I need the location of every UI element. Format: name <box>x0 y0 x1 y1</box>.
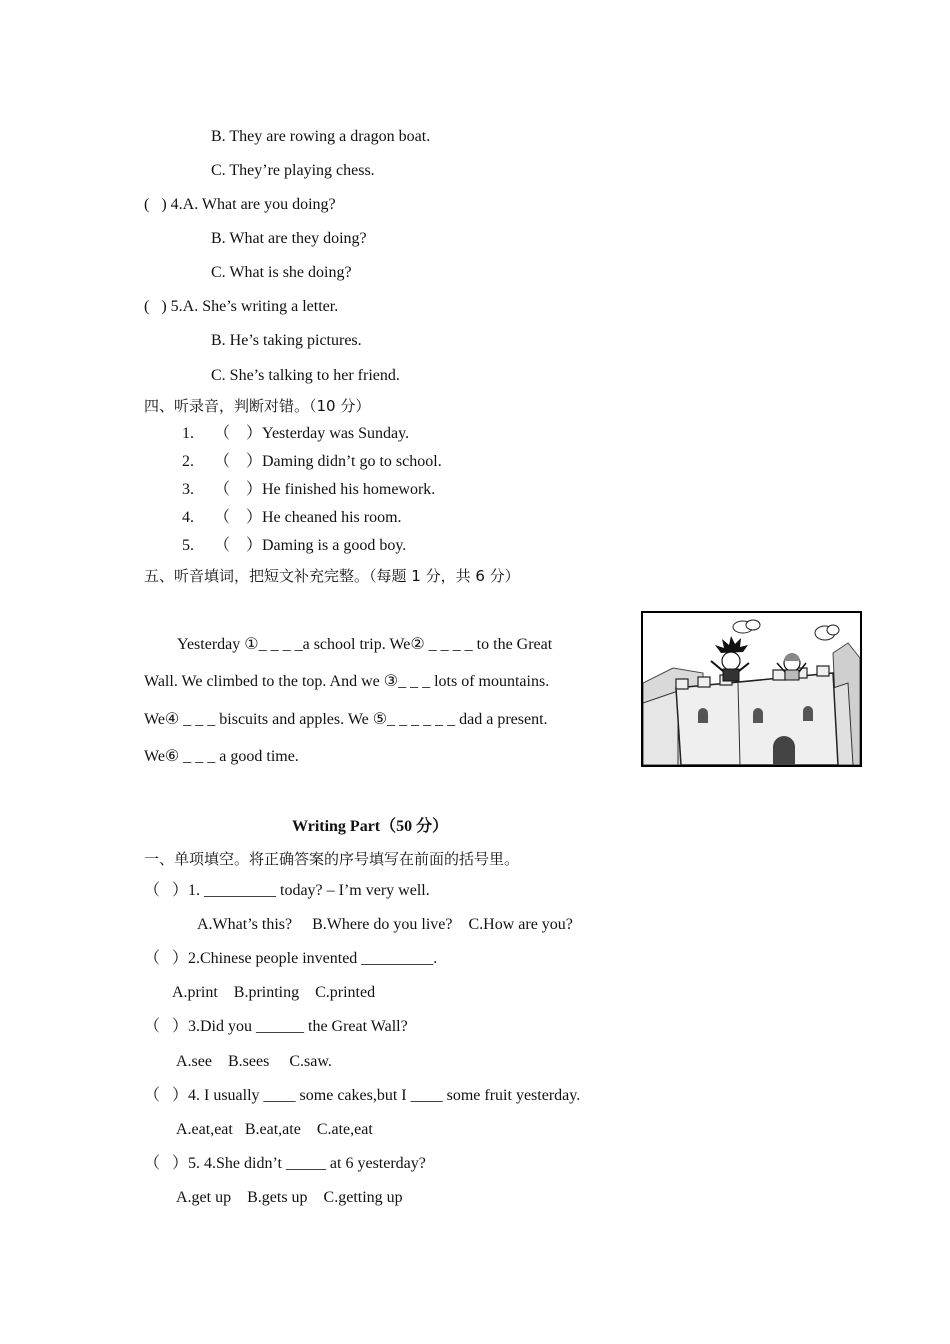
s4-item-1-num: 1. <box>182 425 194 442</box>
w-q3-stem: （ ）3.Did you ______ the Great Wall? <box>144 1018 408 1035</box>
s4-item-3-text: （ ）He finished his homework. <box>214 481 436 498</box>
section5-title: 五、听音填词，把短文补充完整。（每题 1 分，共 6 分） <box>144 567 520 585</box>
left-wall-segment <box>643 691 678 765</box>
writing-section1-title: 一、单项填空。将正确答案的序号填写在前面的括号里。 <box>144 850 520 868</box>
w-q4-options: A.eat,eat B.eat,ate C.ate,eat <box>176 1121 373 1138</box>
s4-item-1-text: （ ）Yesterday was Sunday. <box>214 425 410 442</box>
w-q5-stem: （ ）5. 4.She didn’t _____ at 6 yesterday? <box>144 1155 426 1172</box>
q3-option-b: B. They are rowing a dragon boat. <box>211 128 431 145</box>
s4-item-3-num: 3. <box>182 481 194 498</box>
q4-option-b: B. What are they doing? <box>211 230 367 247</box>
w-q2-options: A.print B.printing C.printed <box>172 984 376 1001</box>
window-left <box>698 708 708 723</box>
boy-figure <box>711 636 749 681</box>
w-q1-stem: （ ）1. _________ today? – I’m very well. <box>144 882 430 899</box>
passage-line-4: We⑥ _ _ _ a good time. <box>144 748 299 765</box>
w-q3-options: A.see B.sees C.saw. <box>176 1053 332 1070</box>
q3-option-c: C. They’re playing chess. <box>211 162 375 179</box>
s4-item-2-num: 2. <box>182 453 194 470</box>
w-q5-options: A.get up B.gets up C.getting up <box>176 1189 403 1206</box>
gate <box>773 736 795 765</box>
q5-option-c: C. She’s talking to her friend. <box>211 367 400 384</box>
q5-option-b: B. He’s taking pictures. <box>211 332 362 349</box>
q4-option-c: C. What is she doing? <box>211 264 352 281</box>
s4-item-4-num: 4. <box>182 509 194 526</box>
s4-item-4-text: （ ）He cheaned his room. <box>214 509 402 526</box>
passage-line-2: Wall. We climbed to the top. And we ③_ _ _ lots of mountains. <box>144 673 550 690</box>
w-q4-stem: （ ）4. I usually ____ some cakes,but I ____ some fruit yesterday. <box>144 1087 581 1104</box>
section4-title: 四、听录音，判断对错。（10 分） <box>144 397 371 415</box>
q4-stem: ( ) 4.A. What are you doing? <box>144 196 336 213</box>
window-middle <box>753 708 763 723</box>
great-wall-drawing <box>643 613 860 765</box>
w-q2-stem: （ ）2.Chinese people invented _________. <box>144 950 438 967</box>
great-wall-illustration <box>641 611 862 767</box>
passage-line-1: Yesterday ①_ _ _ _a school trip. We② _ _ _ _ to the Great <box>177 636 553 653</box>
passage-line-3: We④ _ _ _ biscuits and apples. We ⑤_ _ _ _ _ _ dad a present. <box>144 711 548 728</box>
q5-stem: ( ) 5.A. She’s writing a letter. <box>144 298 339 315</box>
clouds <box>733 620 839 640</box>
w-q1-options: A.What’s this? B.Where do you live? C.How are you? <box>197 916 573 933</box>
s4-item-5-num: 5. <box>182 537 194 554</box>
s4-item-5-text: （ ）Daming is a good boy. <box>214 537 407 554</box>
s4-item-2-text: （ ）Daming didn’t go to school. <box>214 453 442 470</box>
writing-part-title: Writing Part（50 分） <box>292 818 449 835</box>
window-right <box>803 706 813 721</box>
